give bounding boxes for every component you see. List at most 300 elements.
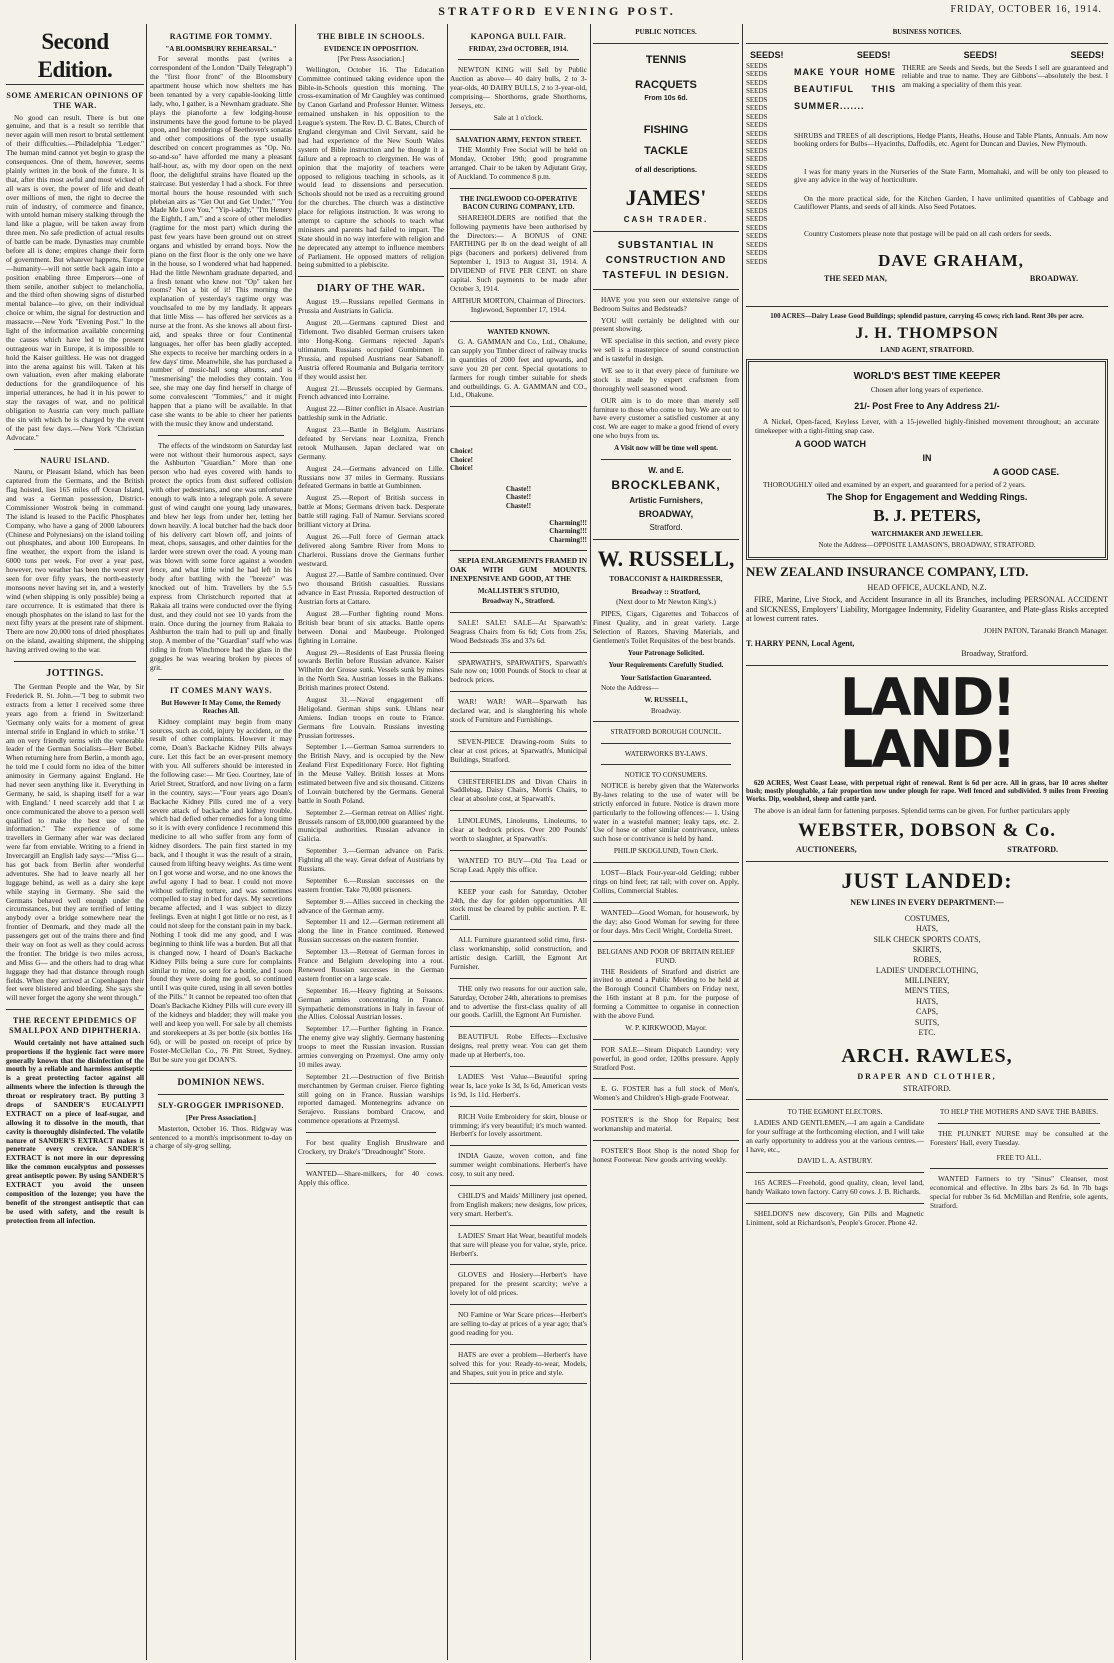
classified-ad: GLOVES and Hosiery—Herbert's have prepared for the present scarcity; we've a lovely lot of old prices. (450, 1270, 587, 1298)
classified-ad: ALL Furniture guaranteed solid rimu, first-class workmanship, solid construction, and artistic design. Carlill, the Egmont Art Furnisher. (450, 935, 587, 971)
column-6 (746, 26, 1108, 1658)
diary-entry: August 20.—Germans captured Diest and Tirlemont. Two disabled German cruisers taken into Hong-Kong. Germans rejected Japan's ultimatum. Russians occupied Gumbinnen in Prussia, and repulsed Austrians near Sabanoff. Austria offered Roumania and Bulgaria territory if they would assist her. (298, 318, 444, 381)
diary-entry: September 16.—Heavy fighting at Soissons. German armies concentrating in France. Sympathetic demonstrations in Italy in favour of the Allies. Colossal Austrian losses. (298, 985, 444, 1022)
ad-line: IN (922, 452, 932, 463)
diary-entry: September 1.—German Samoa surrenders to the British Navy, and is occupied by the New Zealand First Expeditionary Force. Hot fighting in the Meuse Valley. British losses at Mons estimated between five and six thousand. Citizens of Louvain butchered by the Germans. General battle in South Poland. (298, 742, 444, 805)
ad-text: WE specialise in this section, and every piece we sell is a masterpiece of sound construction and is tasteful in design. (593, 336, 739, 364)
classified-ad: CHILD'S and Maids' Millinery just opened, from English makers; new designs, low prices, very smart. Herbert's. (450, 1191, 587, 1218)
diary-entry: September 13.—Retreat of German forces in France and Belgium developing into a rout. Renewed Russian successes in the German eastern frontier on a large scale. (298, 947, 444, 983)
tagline-choice: Choice! (450, 464, 473, 473)
divider (450, 1066, 587, 1067)
diary-entry: August 28.—Further fighting round Mons. British bear brunt of six attacks. Battle opens between Donai and Maubeuge. Prolonged fighting in Lorraine. (298, 608, 444, 645)
studio-tagline (450, 447, 587, 544)
divider (14, 661, 136, 662)
classified-ad: THE only two reasons for our auction sale, Saturday, October 24th, alterations to premises and to advertise the first-class quality of all our goods. Carlill, the Egmont Art Furnisher. (450, 983, 587, 1020)
section-heading: PUBLIC NOTICES. (635, 28, 697, 36)
seeds-word: SEEDS (746, 129, 768, 138)
divider (746, 1203, 924, 1204)
ad-line: Artistic Furnishers, (629, 496, 703, 506)
classified-ad: HATS are ever a problem—Herbert's have solved this for you: Ready-to-wear, Models, and Shapes, suit you in price and style. (450, 1349, 587, 1377)
classified-ads (450, 619, 587, 1385)
notice-heading: TO HELP THE MOTHERS AND SAVE THE BABIES. (940, 1108, 1098, 1117)
notice-body: G. A. GAMMAN and Co., Ltd., Ohakune, can supply you Timber direct of railway trucks in quantities of 2000 feet and upwards, and save you 20 per cent. Special quotations to farmers for rough timber suitable for sheds and outbuildings. G. A. GAMMAN and CO., Ltd., Ohakune. (450, 337, 587, 400)
paper-title: STRATFORD EVENING POST. (438, 4, 676, 18)
article-subheading: EVIDENCE IN OPPOSITION. (324, 44, 418, 53)
ad-line: T. HARRY PENN, Local Agent, (746, 639, 855, 648)
war-diary (298, 298, 444, 1126)
seeds-word: SEEDS (746, 249, 768, 258)
ad-line: Note the Address—OPPOSITE LAMASON'S, BROADWAY, STRATFORD. (818, 540, 1036, 549)
classified-ad: BEAUTIFUL Robe Effects—Exclusive designs, real pretty wear. You can get them made up at Herbert's, too. (450, 1032, 587, 1060)
seeds-text: SHRUBS and TREES of all descriptions, Hedge Plants, Heaths, House and Table Plants, Annuals. Am now booking orders for Bulbs—Hyacinths, Daffodils, etc. Agent for Duncan and Davies, New Plymouth. (794, 130, 1108, 149)
divider (450, 978, 587, 979)
divider (593, 231, 739, 232)
ad-line: TENNIS (645, 53, 687, 66)
diary-entry: August 26.—Full force of German attack delivered along Sambre River from Mons to Charleroi. Russians drove the Germans further westward. (298, 531, 444, 568)
diary-entry: August 22.—Bitter conflict in Alsace. Austrian battleship sunk in the Adriatic. (298, 404, 444, 423)
ad-line: BROADWAY. (1029, 274, 1078, 284)
divider (450, 652, 587, 653)
notice-body: NOTICE is hereby given that the Waterworks By-laws relating to the use of water will be strictly enforced in future. Notice is drawn more particularly to the following offences:— 1. Using water in a wasteful manner; leaky taps, etc. 2. Use of hose or other similar contrivance, unless such hose or contrivance is held by hand. (593, 781, 739, 844)
seeds-word: SEEDS (746, 112, 768, 121)
article-heading: DIARY OF THE WAR. (316, 283, 426, 295)
notice-body: FOSTER'S is the Shop for Repairs; best workmanship and material. (593, 1115, 739, 1134)
ad-line: From 10s 6d. (644, 95, 688, 103)
seeds-ad (746, 50, 1108, 300)
divider (6, 1009, 144, 1010)
article-body: The effects of the windstorm on Saturday last were not without their humorous aspect, says the Ashburton "Guardian." More than one person who had eyes covered with hands to protect the optics from dust suffered collision with other pedestrians, and one was unfortunate enough to walk into a telegraph pole. A severe gust of wind caught one young lady unawares, and blew her legs from under her, letting her down heavily. A local butcher had the back door of his delivery cart blown off, and joints of meat, chops, sausages, and other dainties for the larder were strewn over the road. A young man was blown with some force against a wooden fence, and what little wind he had left in his body after battling with the "breeze" was knocked out of him. Travellers by the 5.5 express from Christchurch reported that at Rakaia all trains were conducted over the flying dust, and they could not see 10 yards from the train. Once during the journey from Rakaia to Ashburton the train had to pull up and finally stop. A member of the "Guardian" staff who was riding in from Winchmore had the glass in the goggles he was wearing broken by pieces of grit. (150, 440, 292, 672)
ad-line: RACQUETS (635, 78, 697, 91)
divider (450, 1264, 587, 1265)
divider (450, 810, 587, 811)
seeds-header (746, 50, 1108, 61)
ad-line: NEW LINES IN EVERY DEPARTMENT:— (850, 897, 1004, 907)
divider (450, 1344, 587, 1345)
ad-text: OUR aim is to do more than merely sell furniture to those who come to buy. We are out to have every customer a satisfied customer at any cost. We are eager to make a good friend of every one who buys from us. (593, 395, 739, 441)
ad-line: CASH TRADER. (623, 215, 709, 225)
article-heading: THE BIBLE IN SCHOOLS. (317, 32, 425, 41)
divider (593, 902, 739, 903)
seeds-word: SEEDS (746, 95, 768, 104)
article-body: Wellington, October 16. The Education Committee continued taking evidence upon the Bible-in-Schools question this morning. The cross-examination of Mr Caughley was continued by Canon Garland and Professor Hunter. Witness remained unshaken in his opposition to the League's system. The Rev. D. C. Bates, Church of England clergyman and Civil Servant, said he had had experience of the New South Wales system of Bible instruction and he thought it a failure and a reproach to clergymen. He was of opinion that the majority of teachers were opposed to religious teaching in schools, as it would lead to dissensions and persecution. Schools should not be used as a recruiting ground for the churches. The church was a distinctive place for religious instruction. It was wrong to attempt to capture the schools to teach what ministers and parents had failed to impart. The State should in no way interfere with religion and he deprecated any attempt to influence members of Parliament. He opposed matters of religion being submitted to a plebiscite. (298, 64, 444, 270)
seeds-word: SEEDS (746, 87, 768, 96)
masthead (0, 4, 1114, 20)
ad-line: A Visit now will be time well spent. (614, 444, 718, 453)
ad-text: A Nickel, Open-faced, Keyless Lever, with a 15-jewelled highly-finished movement throughout; an accurate timekeeper with a tight-fitting snap case. (755, 416, 1099, 435)
classified-ad: LINOLEUMS, Linoleums, Linoleums, to clear at bedrock prices. Over 200 Pounds' worth to slaughter, at Sparwath's. (450, 816, 587, 843)
divider (450, 1304, 587, 1305)
seeds-text: I was for many years in the Nurseries of the State Farm, Momahaki, and will be only too pleased to give any advice in the way of horticulture. (794, 166, 1108, 185)
ad-line (794, 274, 1108, 284)
ad-line: Note the Address— (601, 683, 659, 693)
notice-body: FOSTER'S Boot Shop is the noted Shop for honest Footwear. New goods arriving weekly. (593, 1146, 739, 1164)
divider (458, 59, 579, 60)
seeds-word: SEEDS (746, 232, 768, 241)
ad-text: YOU will certainly be delighted with our present showing. (593, 315, 739, 334)
notice-heading: BELGIANS AND POOR OF BRITAIN RELIEF FUND. (597, 948, 735, 966)
ad-line: A GOOD CASE. (992, 466, 1059, 477)
seeds-text: THERE are Seeds and Seeds, but the Seeds I sell are guaranteed and reliable and true to name. They are Gibbons'—absolutely the best. I am making a speciality of them this year. (902, 62, 1108, 90)
ad-line: LAND AGENT, STRATFORD. (880, 346, 974, 355)
ad-line: A GOOD WATCH (795, 438, 866, 449)
ad-brand: DAVE GRAHAM, (878, 250, 1024, 270)
seeds-text: Country Customers please note that postage will be paid on all cash orders for seeds. (804, 228, 1052, 238)
ad-brand: B. J. PETERS, (873, 506, 981, 526)
diary-entry: September 9.—Allies succeed in checking the advance of the German army. (298, 896, 444, 915)
ad-line: (Next door to Mr Newton King's.) (616, 597, 716, 607)
classified-ad: LADIES Vest Value—Beautiful spring wear Is, lace yoke Is 3d, Is 6d, American vests 1s 9d, 1s 11d. Herbert's. (450, 1072, 587, 1099)
seeds-word: SEEDS (746, 138, 768, 147)
notice-heading: STRATFORD BOROUGH COUNCIL. (610, 728, 722, 737)
landed-item: ETC. (918, 1028, 936, 1038)
diary-entry: August 21.—Brussels occupied by Germans. French advanced into Lorraine. (298, 383, 444, 402)
ad-brand: J. H. THOMPSON (855, 324, 999, 342)
article-heading: DOMINION NEWS. (177, 1077, 265, 1088)
ad-text: HAVE you you seen our extensive range of Bedroom Suites and Bedsteads? (593, 294, 739, 313)
notice-body: SHAREHOLDERS are notified that the following payments have been authorised by the Directors:— A BONUS of ONE FARTHING per lb on the dead weight of all pigs (baconers and porkers) delivered from September 1, 1913 to August 31, 1914. A DIVIDEND of FIVE PER CENT. on share capital. Such payments to be made after October 3, 1914. (450, 212, 587, 293)
divider (746, 1172, 924, 1173)
ad-line: STRATFORD. (903, 1083, 951, 1093)
landed-list (746, 914, 1108, 1039)
seeds-word: SEEDS (746, 180, 768, 189)
seeds-word: SEEDS! (856, 49, 891, 60)
article-body: Nauru, or Pleasant Island, which has been captured from the Germans, and the British flag hoisted, lies 165 miles off Ocean Island, and was a German possession, District-Commissioner Wostrok being in command. The island is leased to the Pacific Phosphates Company, who have a gang of 2000 labourers (Chinese and Polynesians) on the island toiling out phosphates, and about 100 Europeans. In fine weather, the export from the island is 6000 tons per week. For over a year past, however, two weather has been the worst ever seen for over fifty years, the north-easterly monsoons never having set in, and a westerly wind (when shipping is only possible) being a rare occurrence. It is estimated that there is enough phosphates on the island to last for the next fifty years at the present rate of shipment. There are now 20,000 tons of dried phosphates on the island, awaiting shipment, the shipping having arrived owing to the war. (6, 467, 144, 655)
landed-item: HATS, (915, 996, 938, 1006)
divider (593, 721, 739, 722)
classified-ad: CHESTERFIELDS and Divan Chairs in Saddlebag, Daisy Chairs, Morris Chairs, to clear at absolute cost, at Sparwath's. (450, 776, 587, 804)
ad-line (746, 845, 1108, 855)
divider (158, 679, 284, 680)
ad-line: TACKLE (644, 145, 688, 158)
column-rule (295, 24, 296, 1660)
classified-ad: NO Famine or War Scare prices—Herbert's are selling to-day at prices of a year ago; that's good reading for you. (450, 1310, 587, 1337)
ad-text: The above is an ideal farm for fattening purposes. Splendid terms can be given. For further particulars apply (754, 806, 1070, 816)
peters-ad (746, 359, 1108, 560)
seeds-word: SEEDS (746, 240, 768, 249)
ad-brand: ARCH. RAWLES, (841, 1045, 1013, 1068)
diary-entry: August 29.—Residents of East Prussia fleeing towards Berlin before Russian advance. Kaiser Wilhelm der Grosse sunk. Vessels sunk by mines in the North Sea. Austrian losses in the Balkans. British marines protect Ostend. (298, 647, 444, 693)
divider (601, 764, 731, 765)
seeds-word: SEEDS (746, 163, 768, 172)
land-headline: LAND! LAND! (840, 667, 1014, 780)
divider (593, 539, 739, 540)
seeds-word: SEEDS (746, 223, 768, 232)
divider (450, 1106, 587, 1107)
divider (450, 321, 587, 322)
ad-text: 620 ACRES, West Coast Lease, with perpetual right of renewal. Rent is 6d per acre. All in grass, bar 10 acres shelter bush; mostly ploughable, a fair proportion now under plough for rape. Well fenced and subdivided. 9 miles from Freezing Works. Dip, woolshed, sheep and cattle yard. (746, 779, 1108, 804)
seeds-word: SEEDS (746, 78, 768, 87)
landed-item: SUITS, (914, 1017, 940, 1027)
divider (593, 1109, 739, 1110)
divider (158, 435, 284, 436)
section-heading: BUSINESS NOTICES. (892, 28, 962, 36)
classified-ad: INDIA Gauze, woven cotton, and fine summer weight combinations. Herbert's have cosy, to suit any need. (450, 1151, 587, 1179)
notice-line: FREE TO ALL. (996, 1153, 1042, 1162)
ad-text: WE see to it that every piece of furniture we stock is made by expert craftsmen from thoroughly well seasoned wood. (593, 366, 739, 393)
tagline-choice: Choice! (450, 455, 473, 464)
divider (450, 929, 587, 930)
notice-heading: WANTED KNOWN. (487, 327, 550, 336)
tagline-chaste: Chaste!! (505, 484, 532, 493)
ad-line: TOBACCONIST & HAIRDRESSER, (609, 575, 723, 584)
article-heading: THE RECENT EPIDEMICS OF SMALLPOX AND DIPHTHERIA. (9, 1016, 141, 1035)
article-heading: RAGTIME FOR TOMMY. (169, 32, 273, 41)
ad-text: For best quality English Brushware and Crockery, try Drake's "Dreadnought" Store. (298, 1138, 444, 1156)
landed-item: LADIES' UNDERCLOTHING, (875, 965, 979, 975)
divider (450, 731, 587, 732)
press-credit: [Per Press Association.] (337, 55, 405, 64)
diary-entry: September 17.—Further fighting in France. The enemy give way slightly. Germany hastening troops to meet the Russian invasion. Russian armies converging on Przemysl. One army only 10 miles away. (298, 1024, 444, 1069)
column-rule (590, 24, 591, 1660)
divider (450, 406, 587, 407)
article-heading: SOME AMERICAN OPINIONS OF THE WAR. (6, 91, 144, 110)
ad-line: of all descriptions. (635, 166, 697, 174)
ad-line: Stratford. (649, 522, 683, 532)
diary-entry: September 3.—German advance on Paris. Fighting all the way. Great defeat of Austrians by Russians. (298, 846, 444, 874)
studio-address: Broadway N., Stratford. (482, 597, 555, 606)
ad-line: AUCTIONEERS, (796, 845, 857, 855)
divider (450, 850, 587, 851)
notice-body: THE Residents of Stratford and district are invited to attend a Public Meeting to be held at the Borough Council Chambers on Friday next, the 16th instant at 8 p.m. for the purpose of forming a Committee to organise in connection with the above Fund. (593, 966, 739, 1020)
seeds-word: SEEDS (746, 257, 768, 266)
divider (593, 941, 739, 942)
divider (746, 306, 1108, 307)
column-rule (146, 24, 147, 1660)
column-5 (593, 26, 739, 1658)
ad-line: DRAPER AND CLOTHIER, (857, 1071, 997, 1081)
ad-signature: JOHN PATON, Taranaki Branch Manager. (983, 626, 1108, 636)
landed-item: CAPS, (915, 1007, 938, 1017)
classified-ad: RICH Voile Embroidery for skirt, blouse or trimming; it's very beautiful; it's much wanted. Herbert's for lovely assortment. (450, 1111, 587, 1139)
diary-entry: August 19.—Russians repelled Germans in Prussia and Austrians in Galicia. (298, 297, 444, 316)
tagline-charming: Charming!!! (549, 535, 587, 544)
article-subheading: [Per Press Association.] (186, 1114, 256, 1123)
article-body: No good can result. There is but one genuine, and that is a result so terrible that never again will men resort to brutal settlement of their difficulties.—Philadelphia "Ledger." The human mind cannot yet begin to grasp the consequences. One of them, however, seems plainly written in the book of the future. It is that, after this most awful and most wicked of all wars is over, the power of life and death over millions of men, the right to decree the ruin of industry, of commerce and finance, with untold human misery stalking through the land like a plague, will be taken away from three men. No safe prediction of actual results of battle can be made. Dynasties may crumble before all is done; empires change their form of government. But whatever happens, Europe—humanity—will not settle back again into a position enabling three Emperors—one of them senile, another subject to melancholia, and the third often showing signs of disturbed mental balance—to give, on their individual choice or whim, the signal for destruction and massacre.—New York "Evening Post." In the light of the information available concerning the causes which have led to the present outrageous war in Europe, it is impossible to hold the Kaiser guiltless. He was not dragged into the arena against his will. Taken at his own valuation, even after making elaborate deductions for the grandiloquence of his imperial utterances, he had it in his power to stay the ravages of war, and no political obligation to Austria can very much palliate the sin with which he is charged by the event of the past few days.—New York "Christian Advocate." (6, 112, 144, 442)
classified-ad: SEVEN-PIECE Drawing-room Suits to clear at cost prices, at Sparwath's, Municipal Buildings, Stratford. (450, 736, 587, 764)
seeds-word: SEEDS (746, 206, 768, 215)
notice-body: SHELDON'S new discovery, Gin Pills and Magnetic Liniment, sold at Richardson's, People's Grocer. Phone 42. (746, 1209, 924, 1227)
ad-line: HEAD OFFICE, AUCKLAND, N.Z. (867, 583, 987, 593)
divider (746, 1099, 1108, 1100)
notice-body: THE PLUNKET NURSE may be consulted at the Foresters' Hall, every Tuesday. (930, 1128, 1108, 1147)
diary-entry: August 23.—Battle in Belgium. Austrians defeated by Servians near Loznitza, French retook Mulhausen. Japan declared war on Germany. (298, 425, 444, 461)
ad-brand: JUST LANDED: (841, 868, 1013, 894)
divider (450, 691, 587, 692)
divider (930, 1168, 1108, 1169)
notice-body: E. G. FOSTER has a full stock of Men's, Women's and Children's High-grade Footwear. (593, 1084, 739, 1103)
divider (938, 1123, 1100, 1124)
ad-line: STRATFORD. (1007, 845, 1058, 855)
notice-time: Sale at 1 o'clock. (493, 112, 544, 122)
notice-signature: W. P. KIRKWOOD, Mayor. (625, 1022, 707, 1032)
ad-brand: JAMES' (625, 185, 707, 211)
divider (593, 1078, 739, 1079)
column-2 (150, 26, 292, 1658)
column-1 (6, 26, 144, 1658)
article-heading: NAURU ISLAND. (40, 455, 110, 465)
divider (746, 861, 1108, 862)
ad-text: FIRE, Marine, Live Stock, and Accident Insurance in all its Branches, including PERSONAL ACCIDENT and SICKNESS, Employers' Liability, Mortgagee Indemnity, Fidelity Guarantee, and Plate-glass Risks accepted at lowest current rates. (746, 594, 1108, 624)
tagline-chaste: Chaste!! (505, 502, 532, 510)
notice-body: FOR SALE—Steam Dispatch Laundry; very powerful, in good order, 120lbs pressure. Apply Stratford Post. (593, 1044, 739, 1072)
divider (601, 743, 731, 744)
divider (593, 1039, 739, 1040)
divider (746, 43, 1108, 44)
divider (450, 1026, 587, 1027)
article-subheading: But However It May Come, the Remedy Reaches All. (161, 698, 281, 716)
column-rule (447, 24, 448, 1660)
ad-line: Your Requirements Carefully Studied. (608, 661, 724, 670)
seeds-word: SEEDS (746, 172, 768, 181)
notice-body: LOST—Black Four-year-old Gelding; rubber rings on hind feet; rat tail; with cover on. Apply, Collins, Commercial Stables. (593, 868, 739, 895)
divider (593, 43, 739, 44)
seeds-slogan: MAKE YOUR HOME BEAUTIFUL THIS SUMMER....... (794, 66, 896, 111)
classified-ad: WANTED TO BUY—Old Tea Lead or Scrap Lead. Apply this office. (450, 855, 587, 874)
divider (593, 862, 739, 863)
divider (450, 881, 587, 882)
notice-heading: THE INGLEWOOD CO-OPERATIVE BACON CURING COMPANY, LTD. (459, 194, 578, 212)
divider (450, 129, 587, 130)
notice-heading: SALVATION ARMY, FENTON STREET. (455, 135, 582, 144)
landed-item: MEN'S TIES, (904, 986, 950, 996)
seeds-word: SEEDS (746, 198, 768, 207)
tagline-charming: Charming!!! (549, 527, 587, 536)
article-body: Kidney complaint may begin from many sources, such as cold, injury by accident, or the result of other complaints. However it may come, Doan's Backache Kidney Pills always cure. Let this fact be an ever-present memory with you. All sufferers should be interested in the following case:— Mr Geo. Courtney, late of Ariel Street, Stratford, and now living on a farm in the country, says:—"Four years ago Doan's Backache Kidney Pills cured me of a very severe attack of backache and kidney trouble, which had defied other remedies for a long time so it is with every confidence I recommend this medicine to all who suffer from any form of kidney disorders. The pain first started in my back, and I thought it was the result of a strain, caused from lifting heavy weights. As time went on I got worse and worse, and no one knows the awful agony I had to bear. I could not move without suffering torture, and was sometimes compelled to stay in bed for days. My secretions became affected, and I was subject to dizzy feelings. Even at night I got little or no rest, as I could not sleep for the constant pain in my back. Nothing I took did me any good, and I was beginning to think life was a burden. But all that is changed now, I heard of Doan's Backache Kidney Pills being a sure cure for complaints similar to mine, so sent for a bottle, and I soon found they were doing me good, so continued until I was quite cured, using in all seven bottles of the Pills." It cannot be repeated too often that Doan's Backache Kidney Pills will cure every ill of the kidneys and bladder; they will make you well and keep you well. For sale by all chemists and storekeepers at 3s per bottle (six bottles 16s 6d), or will be posted on receipt of price by Foster-McClellan Co., 76 Pitt Street, Sydney. But be sure you get DOAN'S. (150, 716, 292, 1064)
tagline-charming: Charming!!! (549, 518, 587, 527)
notice-body: NEWTON KING will Sell by Public Auction as above— 40 dairy bulls, 2 to 3-year-olds, 40 DAIRY BULLS, 2 to 3-year-old, comprising— Shorthorns, grade Shorthorns, Jerseys, etc. (450, 65, 587, 110)
diary-entry: September 2.—German retreat on Allies' right. Brussels ransom of £8,000,000 guaranteed by the municipal authorities. Russian advance in Galicia. (298, 807, 444, 844)
seeds-text: On the more practical side, for the Kitchen Garden, I have unlimited quantities of Cabbage and Cauliflower Plants, and seeds of all kinds. Also Seed Potatoes. (794, 193, 1108, 212)
article-body: For several months past (writes a correspondent of the London "Daily Telegraph") the "first floor front" of the Bloomsbury apartment house which now shelters me has been tenanted by a very capable-looking little lady, who, I gather, is a Newnham graduate. She plays the pianoforte a few lodging-house instruments have the good fortune to be played upon, and her renderings of Beethoven's sonatas and other compositions of the type usually described on concert programmes as "Op. No. so-and-so" have afforded me many a pleasant half-hour, as, with my door open on the next floor, the delightful strains have floated up the staircase. But yesterday I had a shock. For three mortal hours the house resounded with such plebeian airs as "Get Out and Get Under," "You Made Me Love You," "Yip-i-addy," "I'm Henery the Eighth, I am," and a score of other melodies (ragtime for the most part) which during the past few years have been ground out on street organs and whistled by errand boys. Now the piano on the first floor is the only one we have in the house, so I wondered what had happened. Had the little Newnham graduate departed, and a fresh tenant who knew not "Op" taken her rooms? Not a bit of it! This morning the explanation of yesterday's ragtime orgy was vouchsafed to me by my landlady. It appears that little Miss — has offered her services as a nurse at the front. As she knows all about first-aid, and speaks three or four Continental languages, her offer has been gladly accepted. She expects to receive her marching orders in a few days' time. Meanwhile, she has purchased a number of music-hall song albums, and is "mesmerising" the melodies they contain. You see, she may one day find herself in charge of some convalescent "Tommies," and it might happen that a piano will be available. In that case she wants to be able to cheer her patients with the music they know and understand. (150, 54, 292, 428)
notice-body: LADIES AND GENTLEMEN,—I am again a Candidate for your suffrage at the forthcoming election, and I will take an early opportunity to address you at the various centres.—I have, etc., (746, 1117, 924, 1154)
studio-ad: SEPIA ENLARGEMENTS FRAMED IN OAK WITH GUM MOUNTS. INEXPENSIVE AND GOOD, AT THE (450, 556, 587, 583)
ad-line: WATCHMAKER AND JEWELLER. (871, 530, 983, 539)
ad-line: THE SEED MAN, (824, 274, 887, 284)
divider (450, 771, 587, 772)
edition-heading: Second Edition. (6, 28, 144, 85)
ad-headline: SUBSTANTIAL IN CONSTRUCTION AND TASTEFUL IN DESIGN. (602, 239, 730, 281)
column-4 (450, 26, 587, 1658)
divider (150, 1070, 292, 1071)
seeds-word: SEEDS! (750, 49, 784, 60)
ad-line: W. and E. (648, 465, 684, 475)
seeds-column (746, 62, 792, 267)
divider (450, 612, 587, 613)
article-body: The German People and the War, by Sir Frederick R. St. John.—"I beg to submit two extracts from a letter I received some three years ago from a friend in Switzerland: 'Germany only waits for a moment of great internal strife in England in which to strike.' 'I am on very friendly terms with the venerable leader of the German Socialists—Herr Bebel. When returning here from Berlin, a month ago, he told me I could form no idea of the bitter animosity in Germany against England. He had never seen anything like it. Everything in Germany, he said, is shaping itself for a war with England.' I need scarcely add that I at once communicated the above to a person well qualified to make the best use of the information." The experience of some travellers in Germany after war was declared were far from enviable. Writing to a friend in Invercargill an English lady says:—"Miss G— has got back from Berlin after wonderful adventures. She had to leave nearly all her luggage behind, as well as a dairy she kept while staying in Germany. She said the Germans behaved well enough under the circumstances, but they are terrified of letting anybody over a bridge somewhere near the frontier of Denmark, and they made all the passengers get out of the trains there and find their way on foot as well as they could across the frontier. The bridge is two miles across, and Miss G— and the others had to drag what luggage they had that distance through rough fields. When they arrived at Copenhagen their feet were blistered and bleeding. She says she will never forget the agony she went through." (6, 682, 144, 1003)
notice-signature: ARTHUR MORTON, Chairman of Directors. Inglewood, September 17, 1914. (451, 295, 586, 314)
divider (306, 1163, 436, 1164)
divider (298, 276, 444, 277)
ad-headline: WORLD'S BEST TIME KEEPER (853, 370, 1001, 382)
tagline-chaste: Chaste!! (505, 493, 532, 502)
ad-text: THOROUGHLY oiled and examined by an expert, and guaranteed for a period of 2 years. (763, 479, 1026, 489)
diary-entry: August 31.—Naval engagement off Heligoland. German ships sunk. Uhlans near Amiens. Indian troops en route to France. Germans fire Louvain. Russians investing Prussian fortresses. (298, 695, 444, 740)
classified-ad: KEEP your cash for Saturday, October 24th, the day for golden opportunities. All stock must be cleared by public auction. P. E. Carlill. (450, 886, 587, 923)
ad-brand: NEW ZEALAND INSURANCE COMPANY, LTD. (746, 564, 1029, 580)
divider (306, 1132, 436, 1133)
notice-subheading: WATERWORKS BY-LAWS. (624, 749, 708, 758)
ad-line: FISHING (643, 123, 689, 136)
ad-text: Chosen after long years of experience. (870, 385, 984, 395)
divider (450, 1185, 587, 1186)
landed-item: SKIRTS, (912, 944, 942, 954)
divider (746, 665, 1108, 666)
article-heading: IT COMES MANY WAYS. (170, 685, 272, 695)
classified-ad: LADIES' Smart Hat Wear, beautiful models that sure will please you for value, style, price. Herbert's. (450, 1230, 587, 1258)
notice-date: FRIDAY, 23rd OCTOBER, 1914. (468, 44, 569, 53)
divider (450, 550, 587, 551)
diary-entry: August 25.—Report of British success in battle at Mons; Germans driven back. Desperate battle still raging. Fall of Namur. Servians scored brilliant victory at Drina. (298, 493, 444, 529)
divider (14, 449, 136, 450)
divider (450, 1145, 587, 1146)
ad-text: WANTED—Share-milkers, for 40 cows. Apply this office. (298, 1168, 444, 1187)
seeds-word: SEEDS (746, 146, 768, 155)
article-body: Masterton, October 16. Thos. Ridgway was sentenced to a month's imprisonment to-day on a charge of sly-grog selling. (150, 1123, 292, 1151)
landed-item: ROBES, (913, 955, 941, 965)
divider (158, 1094, 284, 1095)
diary-entry: September 21.—Destruction of five British merchantmen by German cruiser. Fierce fighting still going on in France. Russian warships reported damaged. Montenegrins advance on Serajevo. Russians bombard Cracow, and commence operations at Przemysl. (298, 1071, 444, 1126)
tagline-choice: Choice! (450, 447, 473, 456)
studio-name: McALLISTER'S STUDIO, (477, 586, 560, 595)
diary-entry: September 6.—Russian successes on the eastern frontier. Take 70,000 prisoners. (298, 875, 444, 894)
diary-entry: August 27.—Battle of Sambre continued. Over two thousand British casualties. Russians advance in East Prussia. Reported destruction of Austrian forts at Cattaro. (298, 570, 444, 607)
landed-item: HATS, (915, 924, 938, 934)
notice-signature: DAVID L. A. ASTBURY. (797, 1156, 873, 1166)
ad-text: PIPES, Cigars, Cigarettes and Tobaccos of Finest Quality, and in great variety. Large Selection of Razors, Shaving Materials, and Gentlemen's Toilet Requisites of the best brands. (593, 609, 739, 645)
seeds-word: SEEDS! (1070, 49, 1104, 60)
classified-ad: SALE! SALE! SALE—At Sparwath's: Seagrass Chairs from 6s 6d; Cots from 25s, Wood Bedsteads 35s and 37s 6d. (450, 617, 587, 645)
seeds-word: SEEDS (746, 155, 768, 164)
article-body: Would certainly not have attained such proportions if the hygienic fact were more generally known that the disinfection of the mouth by a reliable and harmless antiseptic is a great protecting factor against all ailments where the infection is through the throat or respiratory tract. By putting 3 drops of SANDER'S EUCALYPTI EXTRACT on a piece of loaf-sugar, and allowing it to dissolve in the mouth, that cavity is thoroughly disinfected. The volatile nature of SANDER'S EXTRACT makes it penetrate every crevice. SANDER'S EXTRACT is not more in our depressing like the common eucalyptus and possesses great antiseptic power. By using SANDER'S EXTRACT you avoid the unseen composition of the lozenge; you have the benefit of the strongest antiseptic that can be used with safety, and the result is protection from all infection. (6, 1037, 144, 1225)
article-heading: JOTTINGS. (46, 668, 104, 679)
seeds-word: SEEDS (746, 70, 768, 79)
seeds-word: SEEDS (746, 189, 768, 198)
ad-brand: BROCKLEBANK, (611, 478, 721, 493)
egmont-notice (746, 1106, 924, 1231)
column-rule (742, 24, 743, 1660)
notice-signature: PHILIP SKOGLUND, Town Clerk. (613, 846, 719, 856)
landed-item: MILLINERY, (904, 976, 950, 986)
divider (593, 1140, 739, 1141)
paper-date: FRIDAY, OCTOBER 16, 1914. (950, 4, 1102, 15)
ad-line: BROADWAY, (638, 508, 694, 519)
ad-line: The Shop for Engagement and Wedding Rings. (826, 492, 1028, 503)
notice-body: WANTED Farmers to try "Sinus" Cleanser, most economical and effective. In 2lbs bars 2s 6d. In 7lb bags special for rubber 3s 6d. McMillan and Renfrie, sole agents, Stratford. (930, 1174, 1108, 1210)
ad-line: Broadway :: Stratford, (631, 587, 701, 596)
ad-brand: W. RUSSELL, (597, 545, 735, 571)
notice-body: THE Monthly Free Social will be held on Monday, October 19th; good programme arranged. Chair to be taken by Adjutant Gray, of Auckland. To commence 8 p.m. (450, 145, 587, 181)
ad-brand: WEBSTER, DOBSON & Co. (797, 820, 1057, 842)
notice-subheading: NOTICE TO CONSUMERS. (624, 771, 708, 780)
ad-line: Broadway, Stratford. (961, 648, 1028, 658)
divider (450, 1225, 587, 1226)
landed-item: SILK CHECK SPORTS COATS, (873, 934, 981, 944)
seeds-word: SEEDS (746, 104, 768, 113)
notice-heading: KAPONGA BULL FAIR. (470, 32, 567, 41)
ad-line: W. RUSSELL, (644, 696, 688, 705)
diary-entry: September 11 and 12.—German retirement all along the line in France continued. Renewed Russian successes on the eastern frontier. (298, 917, 444, 945)
plunket-notice (930, 1106, 1108, 1231)
bottom-notices (746, 1106, 1108, 1231)
ad-price: 21/- Post Free to Any Address 21/- (854, 400, 1000, 411)
divider (601, 459, 731, 460)
seeds-signature (794, 248, 1108, 284)
divider (450, 188, 587, 189)
article-subheading: "A BLOOMSBURY REHEARSAL." (165, 44, 277, 53)
ad-line: Your Satisfaction Guaranteed. (620, 673, 712, 682)
article-heading: SLY-GROGGER IMPRISONED. (157, 1101, 285, 1111)
notice-body: 165 ACRES—Freehold, good quality, clean, level land, handy Waikato town factory. Carry 60 cows. J. B. Richards. (746, 1178, 924, 1197)
